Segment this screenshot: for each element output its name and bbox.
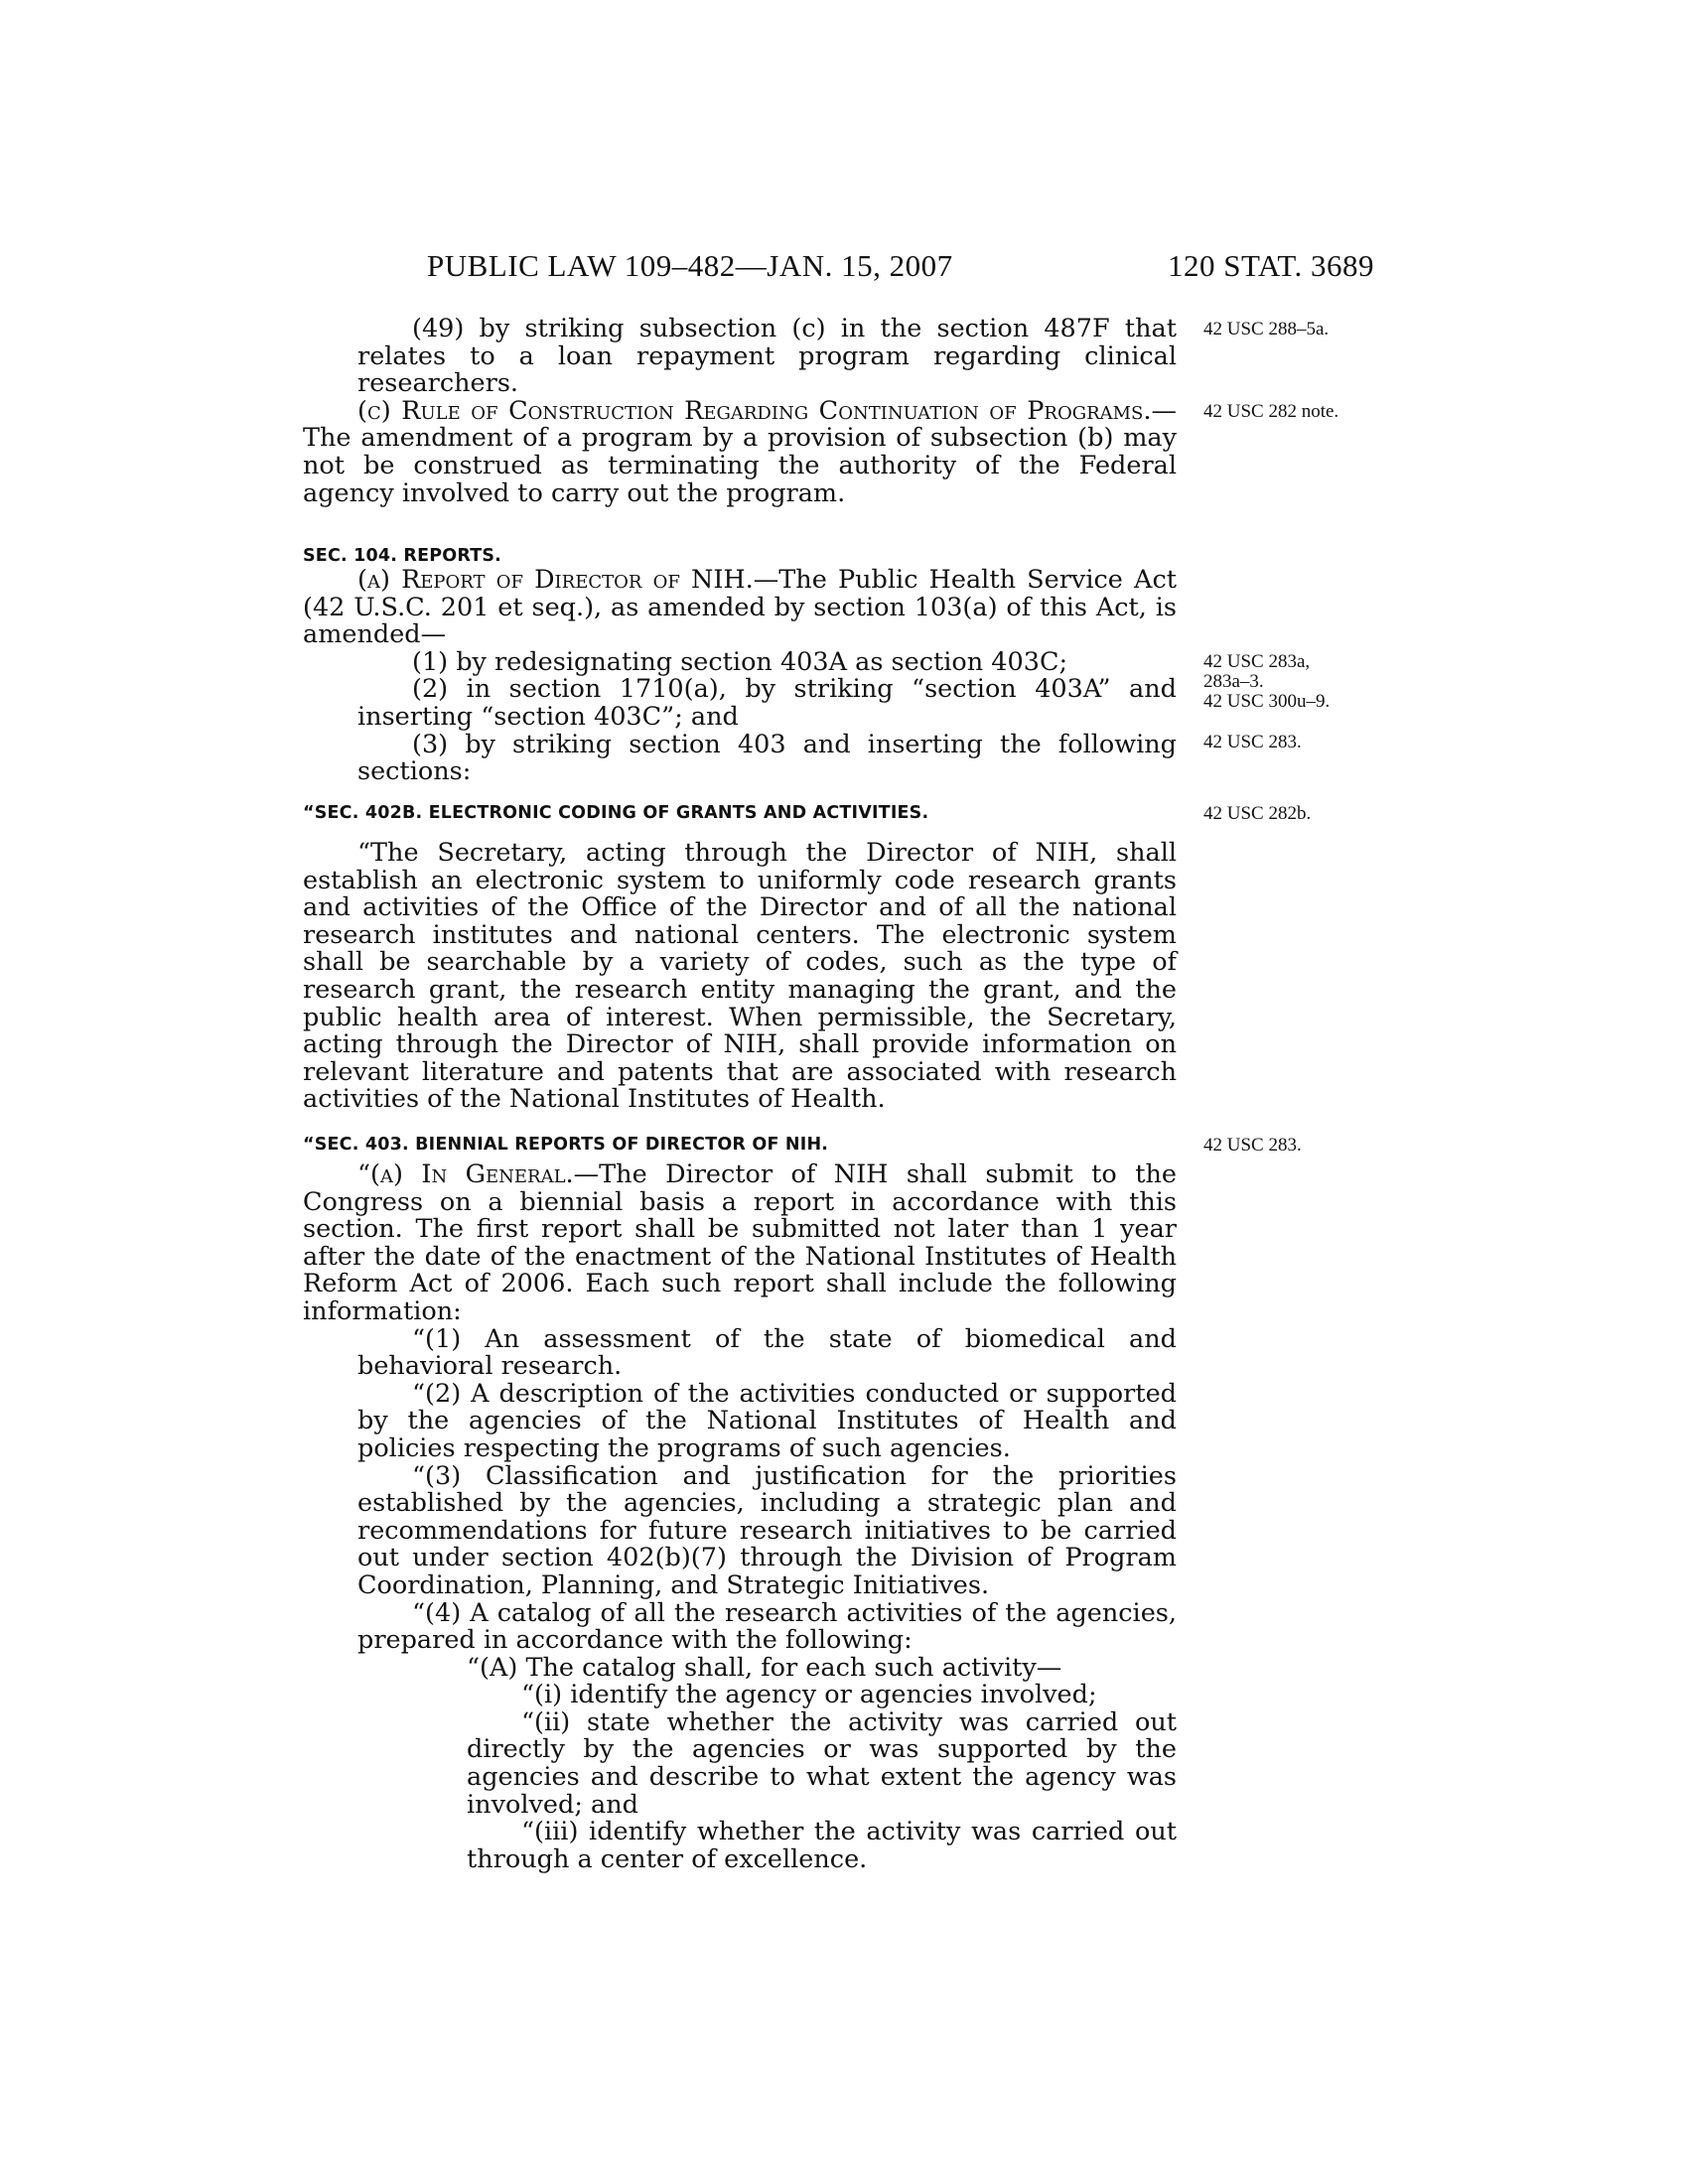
- paragraph-text: (49) by striking subsection (c) in the section 487F that relates to a loan repayment program regarding clinical researchers.: [357, 314, 1177, 399]
- list-4a: [303, 1682, 1177, 1873]
- section-heading: “SEC. 402B. ELECTRONIC CODING OF GRANTS AND ACTIVITIES.: [303, 803, 929, 823]
- paragraph-heading: (c) Rule of Construction Regarding Continuation of Programs.: [357, 395, 1152, 426]
- margin-note: 42 USC 283.: [1203, 732, 1302, 752]
- list-item: “(A) The catalog shall, for each such activity—: [467, 1652, 1062, 1683]
- section-heading: “SEC. 403. BIENNIAL REPORTS OF DIRECTOR OF NIH.: [303, 1135, 829, 1155]
- list-item: “(i) identify the agency or agencies involved;: [521, 1680, 1097, 1710]
- section-402b: [303, 801, 1177, 825]
- body-text: [303, 316, 1177, 507]
- paragraph-text: —The Director of NIH shall submit to the Congress on a biennial basis a report in accordance with this section. The first report shall be submitted not later than 1 year after the date of the enactment of the National Institutes of Health Reform Act of 2006. Each such report shall include the following information:: [303, 1160, 1177, 1326]
- margin-note: 42 USC 283a,: [1203, 651, 1311, 672]
- list-403: [303, 1323, 1177, 1656]
- list-item: “(2) A description of the activities conducted or supported by the agencies of the National Institutes of Health and policies respecting the programs of such agencies.: [357, 1378, 1177, 1463]
- margin-note: 42 USC 282 note.: [1203, 401, 1339, 422]
- paragraph-a-general: [303, 1161, 1177, 1326]
- list-item: “(iii) identify whether the activity was carried out through a center of excellence.: [467, 1817, 1177, 1874]
- list-a: [303, 646, 1177, 787]
- list-item: (2) in section 1710(a), by striking “section 403A” and inserting “section 403C”; and: [357, 674, 1177, 732]
- list-item: “(ii) state whether the activity was carried out directly by the agencies or was supported by the agencies and describe to what extent the agency was involved; and: [467, 1706, 1177, 1820]
- running-header-left: PUBLIC LAW 109–482—JAN. 15, 2007: [427, 248, 953, 283]
- list-item: “(1) An assessment of the state of biomedical and behavioral research.: [357, 1323, 1177, 1382]
- section-403: [303, 1133, 1177, 1157]
- section-104-body: [303, 567, 1177, 786]
- section-heading: SEC. 104. REPORTS.: [303, 546, 502, 566]
- paragraph-a: [303, 567, 1177, 649]
- margin-note: 42 USC 300u–9.: [1203, 691, 1331, 712]
- list-item: “(4) A catalog of all the research activities of the agencies, prepared in accordance with the following:: [357, 1597, 1177, 1656]
- paragraph-heading: (a) Report of Director of NIH.: [357, 565, 754, 595]
- paragraph-49: [303, 316, 1177, 398]
- section-403-body: [303, 1161, 1177, 1873]
- margin-note: 42 USC 282b.: [1203, 803, 1312, 824]
- list-item: (1) by redesignating section 403A as section 403C;: [412, 646, 1068, 677]
- paragraph-heading: “(a) In General.: [357, 1160, 574, 1189]
- list-item: (3) by striking section 403 and inserting the following sections:: [357, 729, 1177, 787]
- paragraph-text: —The amendment of a program by a provision of subsection (b) may not be construed as terminating the authority of the Federal agency involved to carry out the program.: [303, 395, 1177, 508]
- paragraph-text: “The Secretary, acting through the Director of NIH, shall establish an electronic system to uniformly code research grants and activities of the Office of the Director and of all the national research institutes and national centers. The electronic system shall be searchable by a variety of codes, such as the type of research grant, the research entity managing the grant, and the public health area of interest. When permissible, the Secretary, acting through the Director of NIH, shall provide information on relevant literature and patents that are associated with research activities of the National Institutes of Health.: [303, 838, 1177, 1115]
- margin-note: 42 USC 283.: [1203, 1135, 1302, 1156]
- list-4: [303, 1652, 1177, 1683]
- running-header-right: 120 STAT. 3689: [1167, 248, 1374, 283]
- paragraph-c: [303, 395, 1177, 508]
- paragraph-text: —The Public Health Service Act (42 U.S.C. 201 et seq.), as amended by section 103(a) of this Act, is amended—: [303, 565, 1177, 650]
- margin-note: 283a–3.: [1203, 671, 1264, 692]
- list-item: “(3) Classification and justification for the priorities established by the agencies, including a strategic plan and recommendations for future research initiatives to be carried out under section 402(b)(7) through the Division of Program Coordination, Planning, and Strategic Initiatives.: [357, 1460, 1177, 1600]
- section-402b-body: [303, 840, 1177, 1114]
- margin-note: 42 USC 288–5a.: [1203, 319, 1330, 340]
